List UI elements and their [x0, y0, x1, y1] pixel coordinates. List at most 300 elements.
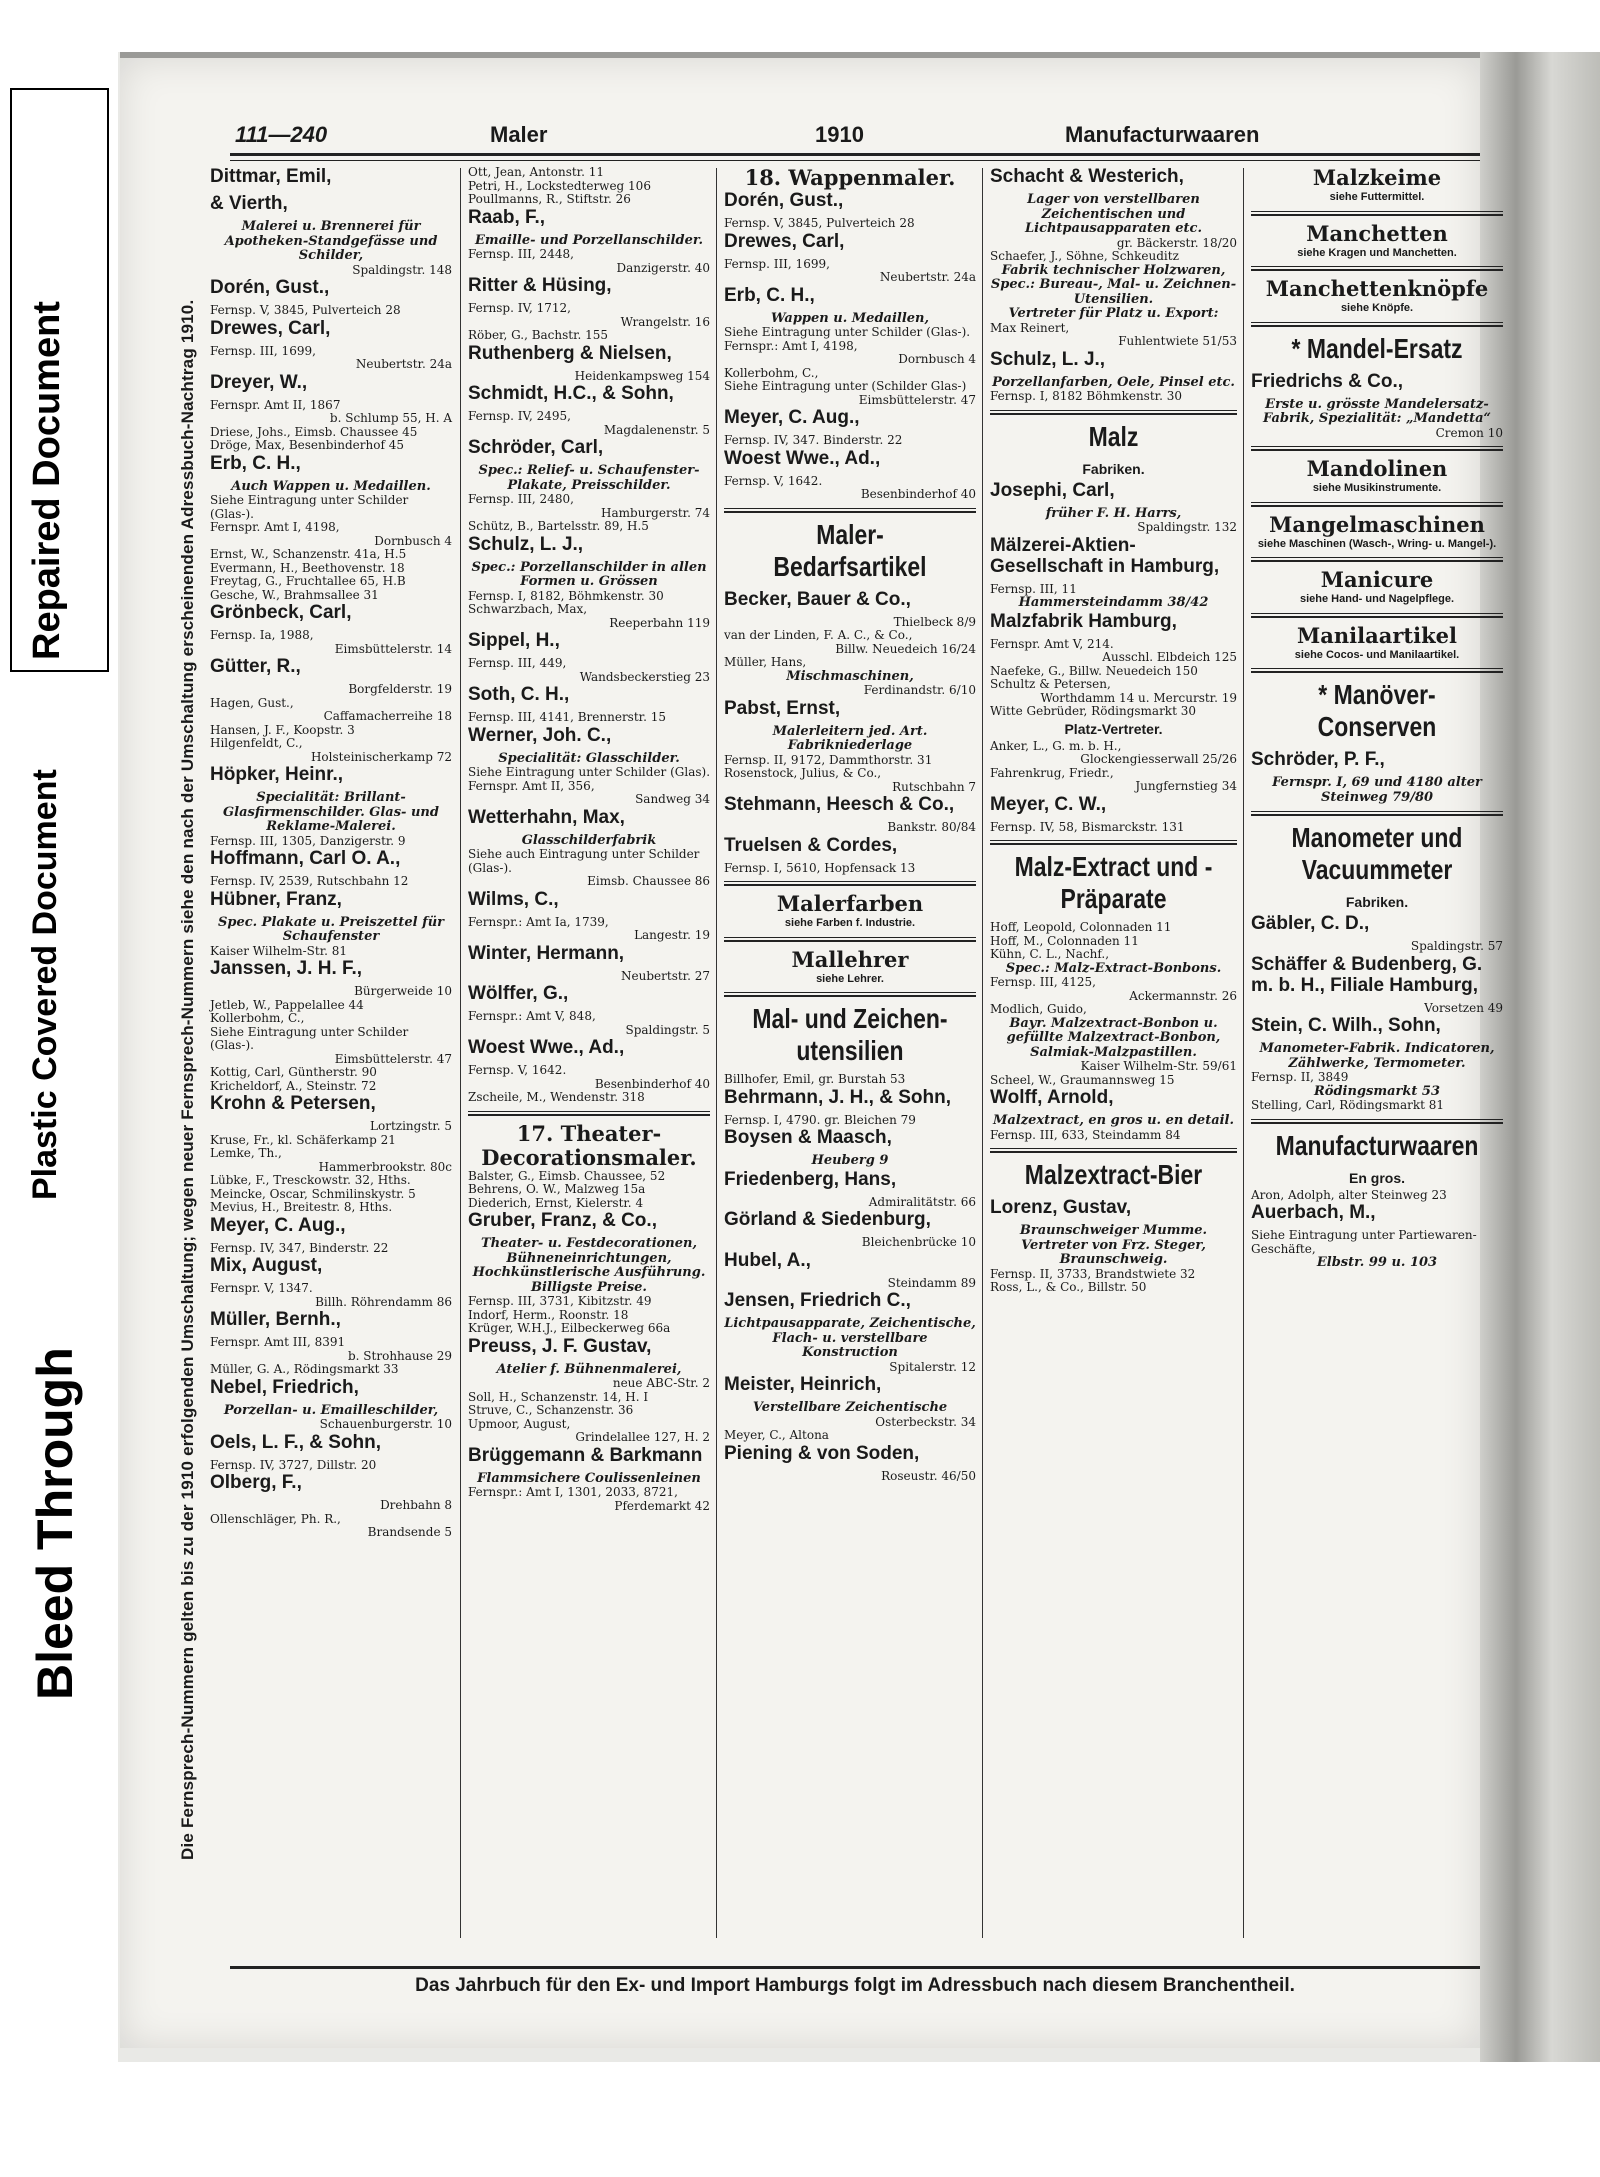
entry-detail: Siehe Eintragung unter Partiewaren-Geschäfte,	[1251, 1228, 1477, 1256]
entry-detail: Fernspr. Amt II, 1867	[210, 397, 341, 412]
entry-detail: Soll, H., Schanzenstr. 14, H. I	[468, 1389, 649, 1404]
entry-address: Dornbusch 4	[898, 352, 976, 366]
cross-reference: siehe Lehrer.	[816, 972, 884, 985]
entry-detail: Scheel, W., Graumannsweg 15	[990, 1072, 1175, 1087]
header-right-title: Manufacturwaaren	[1065, 122, 1260, 147]
entry-name: Drewes, Carl,	[724, 230, 845, 252]
entry-detail: Fernspr.: Amt I, 4198,	[724, 338, 858, 353]
entry-name: Behrmann, J. H., & Sohn,	[724, 1086, 951, 1108]
entry-detail: Fernsp. III, 449,	[468, 656, 567, 670]
entry-detail: Fahrenkrug, Friedr.,	[990, 765, 1114, 780]
entry-address: Neubertstr. 27	[621, 968, 710, 983]
entry-detail: Mevius, H., Breitestr. 8, Hths.	[210, 1200, 393, 1214]
entry-name: Müller, Bernh.,	[210, 1309, 341, 1330]
section-title: Malz-Extract und -Präparate	[1014, 851, 1213, 914]
entry-detail: Schultz & Petersen,	[990, 677, 1111, 691]
entry-specialty: Malerei u. Brennerei für Apotheken-Standgefässe und Schilder,	[224, 219, 438, 263]
entry-detail: Siehe Eintragung unter (Schilder Glas-)	[724, 379, 967, 393]
entry-name: & Vierth,	[210, 193, 288, 214]
entry-detail: Fernsp. II, 9172, Dammthorstr. 31	[724, 752, 933, 767]
entry-name: Erb, C. H.,	[210, 452, 301, 474]
entry-detail: Poullmanns, R., Stiftstr. 26	[468, 192, 631, 206]
section-heading: 17. Theater- Decorationsmaler.	[481, 1120, 697, 1170]
entry-name: Schäffer & Budenberg, G. m. b. H., Filiale Hamburg,	[1251, 953, 1483, 996]
entry-address: Osterbeckstr. 34	[875, 1414, 976, 1429]
entry-specialty: Mischmaschinen,	[786, 668, 914, 684]
entry-detail: Driese, Johs., Eimsb. Chaussee 45	[210, 424, 418, 439]
entry-name: Nebel, Friedrich,	[210, 1376, 359, 1398]
entry-detail: Krüger, W.H.J., Eilbeckerweg 66a	[468, 1321, 671, 1335]
header-rule	[230, 153, 1480, 161]
entry-specialty: Braunschweiger Mumme.	[1019, 1223, 1208, 1238]
entry-address: Eimsb. Chaussee 86	[587, 874, 710, 888]
entry-name: Wilms, C.,	[468, 888, 559, 910]
entry-name: Pabst, Ernst,	[724, 697, 841, 719]
section-title: Manometer und Vacuummeter	[1291, 822, 1463, 885]
entry-name: Mälzerei-Aktien- Gesellschaft in Hamburg,	[990, 534, 1220, 577]
entry-name: Schröder, Carl,	[468, 437, 604, 458]
entry-specialty: Manometer-Fabrik. Indicatoren, Zählwerke, Termometer.	[1259, 1041, 1495, 1071]
entry-name: Schacht & Westerich,	[990, 166, 1184, 187]
entry-name: Schulz, L. J.,	[990, 348, 1106, 370]
entry-address: Thielbeck 8/9	[893, 614, 976, 629]
entry-detail: Stelling, Carl, Rödingsmarkt 81	[1251, 1098, 1445, 1112]
entry-detail: Behrens, O. W., Malzweg 15a	[468, 1182, 646, 1196]
entry-detail: Schütz, B., Bartelsstr. 89, H.5	[468, 519, 649, 533]
section-heading: Mandolinen	[1306, 456, 1448, 481]
entry-detail: Siehe Eintragung unter Schilder (Glas-).	[210, 1024, 409, 1052]
entry-detail: Fernspr. Amt II, 356,	[468, 778, 595, 793]
entry-detail: Müller, Hans,	[724, 655, 807, 669]
section-rule	[1251, 502, 1503, 507]
entry-address: Neubertstr. 24a	[879, 270, 976, 284]
subsection-heading: Fabriken.	[1345, 894, 1409, 910]
entry-specialty: Spec.: Relief- u. Schaufenster-Plakate, Preisschilder.	[478, 463, 700, 493]
entry-specialty: Lager von verstellbaren Zeichentischen und Lichtpausapparaten etc.	[1024, 192, 1202, 236]
section-rule	[1251, 613, 1503, 618]
entry-detail: Fernsp. IV, 347. Binderstr. 22	[724, 433, 903, 447]
entry-detail: Ernst, W., Schanzenstr. 41a, H.5	[210, 547, 407, 561]
entry-name: Schulz, L. J.,	[468, 533, 584, 555]
entry-detail: Fernsp. IV, 2495,	[468, 409, 571, 423]
cross-reference: siehe Hand- und Nagelpflege.	[1299, 593, 1455, 605]
entry-detail: Meincke, Oscar, Schmilinskystr. 5	[210, 1186, 416, 1201]
entry-name: Lorenz, Gustav,	[990, 1197, 1132, 1218]
entry-detail: Fernspr. Amt V, 214.	[990, 636, 1114, 651]
entry-detail: Fernsp. I, 4790. gr. Bleichen 79	[724, 1112, 916, 1127]
entry-detail: Fernspr.: Amt I, 1301, 2033, 8721,	[468, 1485, 678, 1499]
entry-specialty: Spec.: Porzellanschilder in allen Formen u. Grössen	[471, 559, 707, 589]
entry-specialty: Malzextract, en gros u. en detail.	[992, 1113, 1235, 1128]
entry-address: Ausschl. Elbdeich 125	[1102, 650, 1237, 664]
entry-detail: Fernsp. I, 8182 Böhmkenstr. 30	[990, 389, 1182, 403]
entry-detail: Siehe Eintragung unter Schilder (Glas-).	[210, 493, 409, 521]
entry-specialty: Porzellanfarben, Oele, Pinsel etc.	[992, 374, 1235, 390]
entry-name: Boysen & Maasch,	[724, 1127, 892, 1148]
entry-name: Oels, L. F., & Sohn,	[210, 1431, 382, 1453]
section-rule	[724, 508, 976, 513]
entry-address: Lortzingstr. 5	[370, 1119, 452, 1133]
entry-detail: Kottig, Carl, Güntherstr. 90	[210, 1065, 377, 1079]
entry-specialty: Verstellbare Zeichentische	[752, 1400, 948, 1415]
entry-detail: Modlich, Guido,	[990, 1002, 1087, 1016]
column-4	[990, 166, 1237, 1936]
label-repaired: Repaired Document	[26, 301, 68, 660]
section-rule	[1251, 1119, 1503, 1124]
entry-detail: Struve, C., Schanzenstr. 36	[468, 1403, 634, 1417]
entry-detail: Fernsp. V, 3845, Pulverteich 28	[210, 303, 401, 317]
entry-detail: Jetleb, W., Pappelallee 44	[210, 997, 364, 1012]
entry-address: Vorsetzen 49	[1424, 1000, 1503, 1015]
entry-name: Werner, Joh. C.,	[468, 724, 612, 746]
entry-address: Holsteinischerkamp 72	[310, 749, 452, 764]
entry-detail: Fernsp. III, 1699,	[210, 343, 316, 358]
entry-detail: Fernsp. IV, 3727, Dillstr. 20	[210, 1457, 377, 1472]
entry-detail: Kollerbohm, C.,	[210, 1011, 305, 1025]
entry-name: Schmidt, H.C., & Sohn,	[468, 383, 674, 404]
section-heading: Manchetten	[1306, 220, 1448, 246]
entry-detail: Rosenstock, Julius, & Co.,	[724, 766, 882, 780]
entry-name: Meyer, C. Aug.,	[724, 407, 860, 428]
entry-name: Auerbach, M.,	[1251, 1202, 1376, 1223]
entry-name: Ritter & Hüsing,	[468, 275, 612, 296]
section-rule	[1251, 811, 1503, 816]
entry-specialty: Malerleitern jed. Art. Fabrikniederlage	[772, 723, 928, 753]
entry-name: Brüggemann & Barkmann	[468, 1444, 703, 1466]
label-bleed-through: Bleed Through	[27, 1347, 83, 1700]
entry-detail: Kaiser Wilhelm-Str. 81	[210, 943, 348, 958]
entry-name: Krohn & Petersen,	[210, 1093, 376, 1114]
entry-address: Sandweg 34	[635, 792, 710, 806]
entry-detail: Fernsp. V, 1642.	[468, 1063, 567, 1077]
entry-name: Gäbler, C. D.,	[1251, 913, 1370, 934]
entry-address: Spaldingstr. 5	[625, 1022, 710, 1037]
entry-address: Spitalerstr. 12	[889, 1359, 976, 1374]
entry-detail: Schaefer, J., Söhne, Schkeuditz	[990, 249, 1179, 263]
entry-name: Wetterhahn, Max,	[468, 806, 625, 828]
entry-address: Wrangelstr. 16	[620, 314, 710, 329]
entry-address: Reeperbahn 119	[609, 615, 710, 630]
entry-address: Neubertstr. 24a	[355, 357, 452, 371]
entry-detail: Fernsp. IV, 2539, Rutschbahn 12	[210, 874, 409, 888]
subsection-heading: En gros.	[1348, 1169, 1405, 1186]
entry-name: Stehmann, Heesch & Co.,	[724, 794, 955, 815]
entry-name: Truelsen & Cordes,	[724, 834, 898, 856]
entry-name: Winter, Hermann,	[468, 942, 625, 964]
column-divider	[460, 168, 461, 1938]
column-divider	[716, 168, 717, 1938]
entry-address: Eimsbüttelerstr. 47	[858, 392, 976, 407]
entry-detail: Kricheldorf, A., Steinstr. 72	[210, 1078, 377, 1093]
entry-specialty: Fabrik technischer Holzwaren, Spec.: Bureau-, Mal- u. Zeichnen-Utensilien.	[990, 262, 1237, 307]
column-2	[468, 166, 710, 1936]
entry-address: Glockengiesserwall 25/26	[1080, 752, 1237, 766]
entry-detail: Fernsp. III, 2480,	[468, 492, 574, 506]
entry-detail: Lemke, Th.,	[210, 1146, 282, 1160]
entry-specialty: Lichtpausapparate, Zeichentische, Flach- u. verstellbare Konstruction	[724, 1316, 976, 1360]
entry-name: Woest Wwe., Ad.,	[468, 1037, 625, 1058]
label-plastic-covered: Plastic Covered Document	[26, 769, 64, 1200]
entry-address: Dornbusch 4	[374, 533, 452, 548]
entry-detail: Fernspr.: Amt V, 848,	[468, 1009, 596, 1023]
entry-specialty: früher F. H. Harrs,	[1045, 505, 1182, 521]
entry-detail: Diederich, Ernst, Kielerstr. 4	[468, 1195, 644, 1210]
entry-address: Spaldingstr. 132	[1137, 520, 1237, 534]
section-rule	[1251, 266, 1503, 271]
entry-name: Soth, C. H.,	[468, 684, 570, 705]
entry-specialty: Porzellan- u. Emailleschilder,	[223, 1402, 439, 1418]
entry-detail: Hilgenfeldt, C.,	[210, 736, 303, 750]
entry-address: Billw. Neuedeich 16/24	[835, 641, 976, 656]
entry-detail: Fernsp. Ia, 1988,	[210, 628, 314, 642]
entry-name: Gütter, R.,	[210, 656, 301, 677]
entry-address: Magdalenenstr. 5	[603, 422, 710, 437]
entry-address: Ferdinandstr. 6/10	[863, 683, 976, 697]
section-rule	[724, 937, 976, 942]
entry-detail: Fernsp. III, 1305, Danzigerstr. 9	[210, 833, 406, 848]
entry-address: neue ABC-Str. 2	[612, 1376, 710, 1390]
entry-address: Schauenburgerstr. 10	[319, 1417, 452, 1431]
page-footer: Das Jahrbuch für den Ex- und Import Hamburgs folgt im Adressbuch nach diesem Branchentheil.	[230, 1966, 1480, 1997]
entry-detail: Max Reinert,	[990, 320, 1070, 335]
entry-detail: Fernspr.: Amt Ia, 1739,	[468, 914, 609, 929]
entry-detail: Fernspr. V, 1347.	[210, 1281, 313, 1295]
entry-address: b. Schlump 55, H. A	[329, 411, 452, 425]
entry-detail: Hoff, Leopold, Colonnaden 11	[990, 920, 1172, 934]
entry-detail: Ross, L., & Co., Billstr. 50	[990, 1280, 1147, 1294]
entry-detail: Fernsp. III, 4141, Brennerstr. 15	[468, 710, 666, 724]
entry-detail: Fernsp. I, 5610, Hopfensack 13	[724, 860, 916, 875]
entry-name: Dreyer, W.,	[210, 371, 308, 393]
entry-detail: Siehe auch Eintragung unter Schilder (Glas-).	[468, 847, 700, 875]
entry-name: Mix, August,	[210, 1255, 323, 1276]
cross-reference: siehe Kragen und Manchetten.	[1297, 246, 1457, 259]
entry-detail: Witte Gebrüder, Rödingsmarkt 30	[990, 704, 1196, 718]
entry-name: Hoffmann, Carl O. A.,	[210, 848, 401, 869]
entry-detail: Indorf, Herm., Roonstr. 18	[468, 1307, 629, 1322]
entry-specialty: Emaille- und Porzellanschilder.	[474, 232, 704, 248]
entry-address: Fuhlentwiete 51/53	[1118, 334, 1237, 348]
entry-address: Spaldingstr. 57	[1410, 939, 1503, 953]
section-heading: Mangelmaschinen	[1269, 511, 1485, 537]
entry-address: Worthdamm 14 u. Mercurstr. 19	[1040, 690, 1237, 705]
section-heading: Manicure	[1320, 567, 1434, 592]
entry-address: Heidenkampsweg 154	[574, 368, 710, 383]
section-rule	[1251, 668, 1503, 673]
entry-name: Wolff, Arnold,	[990, 1087, 1114, 1108]
entry-detail: Fernsp. III, 3731, Kibitzstr. 49	[468, 1294, 652, 1308]
entry-address: Eimsbüttelerstr. 47	[334, 1051, 452, 1066]
entry-name: Hübner, Franz,	[210, 888, 342, 910]
section-title: Malz	[1088, 420, 1139, 452]
entry-name: Janssen, J. H. F.,	[210, 958, 363, 979]
entry-detail: Müller, G. A., Rödingsmarkt 33	[210, 1362, 399, 1376]
entry-name: Piening & von Soden,	[724, 1442, 920, 1464]
entry-detail: Lübke, F., Tresckowstr. 32, Hths.	[210, 1173, 411, 1187]
entry-name: Erb, C. H.,	[724, 284, 815, 306]
section-title: Manufacturwaaren	[1275, 1129, 1479, 1161]
column-5	[1251, 166, 1503, 1936]
entry-name: Friedrichs & Co.,	[1251, 370, 1404, 392]
entry-name: Dorén, Gust.,	[724, 190, 844, 211]
entry-detail: Kollerbohm, C.,	[724, 365, 819, 380]
entry-detail: Dröge, Max, Besenbinderhof 45	[210, 438, 404, 452]
entry-address: Drehbahn 8	[380, 1498, 452, 1512]
entry-specialty: Wappen u. Medaillen,	[770, 310, 930, 326]
entry-specialty: Flammsichere Coulissenleinen	[477, 1470, 701, 1486]
section-rule	[1251, 322, 1503, 327]
entry-specialty: Vertreter für Platz u. Export:	[1008, 306, 1219, 321]
entry-specialty: Auch Wappen u. Medaillen.	[231, 478, 431, 494]
entry-detail: Hoff, M., Colonnaden 11	[990, 933, 1139, 948]
entry-specialty: Bayr. Malzextract-Bonbon u. gefüllte Malzextract-Bonbon, Salmiak-Malzpastillen.	[1006, 1015, 1221, 1060]
entry-name: Dittmar, Emil,	[210, 166, 332, 187]
entry-specialty: Rödingsmarkt 53	[1313, 1083, 1441, 1099]
section-rule	[990, 410, 1237, 415]
entry-specialty: Atelier f. Bühnenmalerei,	[496, 1361, 682, 1377]
entry-specialty: Glasschilderfabrik	[521, 832, 657, 848]
entry-address: gr. Bäckerstr. 18/20	[1116, 235, 1237, 250]
cross-reference: siehe Farben f. Industrie.	[784, 917, 916, 929]
page-header	[230, 122, 1480, 152]
section-heading: Malerfarben	[776, 891, 924, 916]
entry-detail: Zscheile, M., Wendenstr. 318	[468, 1090, 645, 1104]
section-rule	[468, 1111, 710, 1116]
entry-address: Langestr. 19	[634, 928, 710, 942]
section-rule	[724, 992, 976, 997]
section-title: * Mandel-Ersatz	[1291, 332, 1463, 364]
entry-address: Roseustr. 46/50	[881, 1468, 976, 1483]
page-number: 111—240	[235, 122, 328, 147]
entry-detail: Anker, L., G. m. b. H.,	[990, 738, 1122, 753]
entry-name: Jensen, Friedrich C.,	[724, 1290, 911, 1311]
entry-address: Grindelallee 127, H. 2	[575, 1430, 710, 1444]
entry-address: Ackermannstr. 26	[1129, 988, 1237, 1003]
entry-name: Schröder, P. F.,	[1251, 749, 1385, 770]
entry-detail: Fernsp. III, 1699,	[724, 256, 830, 271]
section-title: Mal- und Zeichen- utensilien	[752, 1003, 948, 1066]
entry-detail: Evermann, H., Beethovenstr. 18	[210, 560, 405, 575]
header-left-title: Maler	[490, 122, 548, 147]
entry-specialty: Vertreter von Frz. Steger, Braunschweig.	[1021, 1237, 1206, 1267]
entry-address: Eimsbüttelerstr. 14	[334, 641, 452, 656]
entry-address: Danzigerstr. 40	[616, 260, 710, 275]
section-rule	[990, 840, 1237, 845]
cross-reference: siehe Cocos- und Manilaartikel.	[1294, 648, 1460, 661]
entry-detail: Gesche, W., Brahmsallee 31	[210, 587, 379, 602]
entry-address: Wandsbeckerstieg 23	[579, 669, 710, 684]
entry-specialty: Specialität: Brillant-Glasfirmenschilder. Glas- und Reklame-Malerei.	[223, 790, 439, 834]
entry-name: Friedenberg, Hans,	[724, 1168, 897, 1190]
section-title: Malzextract-Bier	[1024, 1159, 1203, 1190]
entry-address: Steindamm 89	[887, 1275, 976, 1290]
entry-address: Besenbinderhof 40	[860, 487, 976, 501]
entry-name: Raab, F.,	[468, 206, 546, 228]
entry-name: Olberg, F.,	[210, 1472, 302, 1493]
entry-specialty: Spec.: Malz-Extract-Bonbons.	[1005, 960, 1222, 976]
entry-name: Preuss, J. F. Gustav,	[468, 1335, 652, 1357]
entry-address: Hammerbrookstr. 80c	[318, 1159, 452, 1174]
entry-detail: Fernsp. III, 2448,	[468, 247, 574, 261]
entry-address: Pferdemarkt 42	[614, 1498, 710, 1513]
entry-name: Meister, Heinrich,	[724, 1374, 882, 1395]
entry-address: Borgfelderstr. 19	[348, 682, 452, 696]
entry-address: Hamburgerstr. 74	[601, 505, 710, 520]
entry-address: Spaldingstr. 148	[352, 262, 452, 277]
entry-detail: Hagen, Gust.,	[210, 695, 294, 710]
entry-address: Jungfernstieg 34	[1135, 779, 1237, 793]
entry-detail: Fernsp. V, 1642.	[724, 473, 823, 488]
entry-detail: Fernsp. III, 633, Steindamm 84	[990, 1127, 1181, 1142]
entry-specialty: Hammersteindamm 38/42	[1018, 595, 1209, 610]
entry-detail: Fernsp. I, 8182, Böhmkenstr. 30	[468, 588, 664, 603]
entry-name: Drewes, Carl,	[210, 317, 331, 339]
section-heading: 18. Wappenmaler.	[744, 165, 956, 190]
entry-name: Höpker, Heinr.,	[210, 764, 344, 785]
entry-address: Rutschbahn 7	[892, 779, 976, 794]
cross-reference: siehe Musikinstrumente.	[1312, 482, 1442, 494]
entry-detail: Fernsp. II, 3733, Brandstwiete 32	[990, 1266, 1196, 1281]
entry-name: Stein, C. Wilh., Sohn,	[1251, 1015, 1441, 1036]
entry-name: Becker, Bauer & Co.,	[724, 588, 911, 610]
entry-detail: Balster, G., Eimsb. Chaussee, 52	[468, 1168, 666, 1183]
entry-name: Meyer, C. Aug.,	[210, 1214, 346, 1236]
cross-reference: siehe Futtermittel.	[1329, 191, 1425, 203]
cross-reference: siehe Maschinen (Wasch-, Wring- u. Mangel-).	[1257, 537, 1497, 550]
header-year: 1910	[815, 122, 864, 147]
entry-detail: Fernsp. II, 3849	[1251, 1070, 1349, 1084]
entry-name: Dorén, Gust.,	[210, 277, 330, 298]
section-heading: Malzkeime	[1312, 165, 1442, 190]
section-rule	[990, 1148, 1237, 1153]
entry-detail: Fernsp. III, 11	[990, 581, 1077, 596]
entry-detail: Upmoor, August,	[468, 1416, 571, 1431]
section-title: * Manöver- Conserven	[1317, 679, 1437, 742]
entry-detail: Röber, G., Bachstr. 155	[468, 328, 609, 342]
entry-name: Josephi, Carl,	[990, 479, 1115, 501]
entry-detail: Fernsp. V, 3845, Pulverteich 28	[724, 216, 915, 230]
entry-detail: Hansen, J. F., Koopstr. 3	[210, 722, 355, 737]
entry-detail: Fernspr. Amt III, 8391	[210, 1335, 346, 1349]
entry-detail: Fernspr. Amt I, 4198,	[210, 520, 340, 534]
entry-address: Kaiser Wilhelm-Str. 59/61	[1080, 1059, 1237, 1073]
subsection-heading: Fabriken.	[1082, 460, 1145, 477]
entry-detail: Fernsp. IV, 58, Bismarckstr. 131	[990, 819, 1185, 834]
section-rule	[724, 881, 976, 886]
entry-address: b. Strohhause 29	[348, 1348, 452, 1363]
entry-address: Besenbinderhof 40	[594, 1076, 710, 1091]
entry-detail: Billhofer, Emil, gr. Burstah 53	[724, 1072, 906, 1086]
column-3	[724, 166, 976, 1936]
entry-detail: Kühn, C. L., Nachf.,	[990, 947, 1110, 961]
entry-detail: Aron, Adolph, alter Steinweg 23	[1251, 1187, 1447, 1202]
section-heading: Manilaartikel	[1297, 622, 1457, 648]
entry-specialty: Elbstr. 99 u. 103	[1316, 1255, 1438, 1270]
cross-reference: siehe Knöpfe.	[1340, 302, 1414, 314]
entry-specialty: Specialität: Glasschilder.	[498, 750, 680, 766]
entry-detail: Siehe Eintragung unter Schilder (Glas-).	[724, 325, 971, 339]
entry-detail: Ott, Jean, Antonstr. 11	[468, 165, 605, 179]
entry-address: Cremon 10	[1435, 425, 1503, 440]
entry-detail: van der Linden, F. A. C., & Co.,	[724, 628, 913, 642]
entry-detail: Schwarzbach, Max,	[468, 602, 588, 616]
entry-detail: Fernsp. III, 4125,	[990, 975, 1096, 989]
entry-name: Grönbeck, Carl,	[210, 602, 352, 623]
section-title: Maler- Bedarfsartikel	[773, 518, 927, 582]
entry-specialty: Theater- u. Festdecorationen, Bühneneinrichtungen, Hochkünstlerische Ausführung. Billigste Preise.	[472, 1236, 706, 1295]
entry-address: Bleichenbrücke 10	[861, 1235, 976, 1249]
column-divider	[1243, 168, 1244, 1938]
